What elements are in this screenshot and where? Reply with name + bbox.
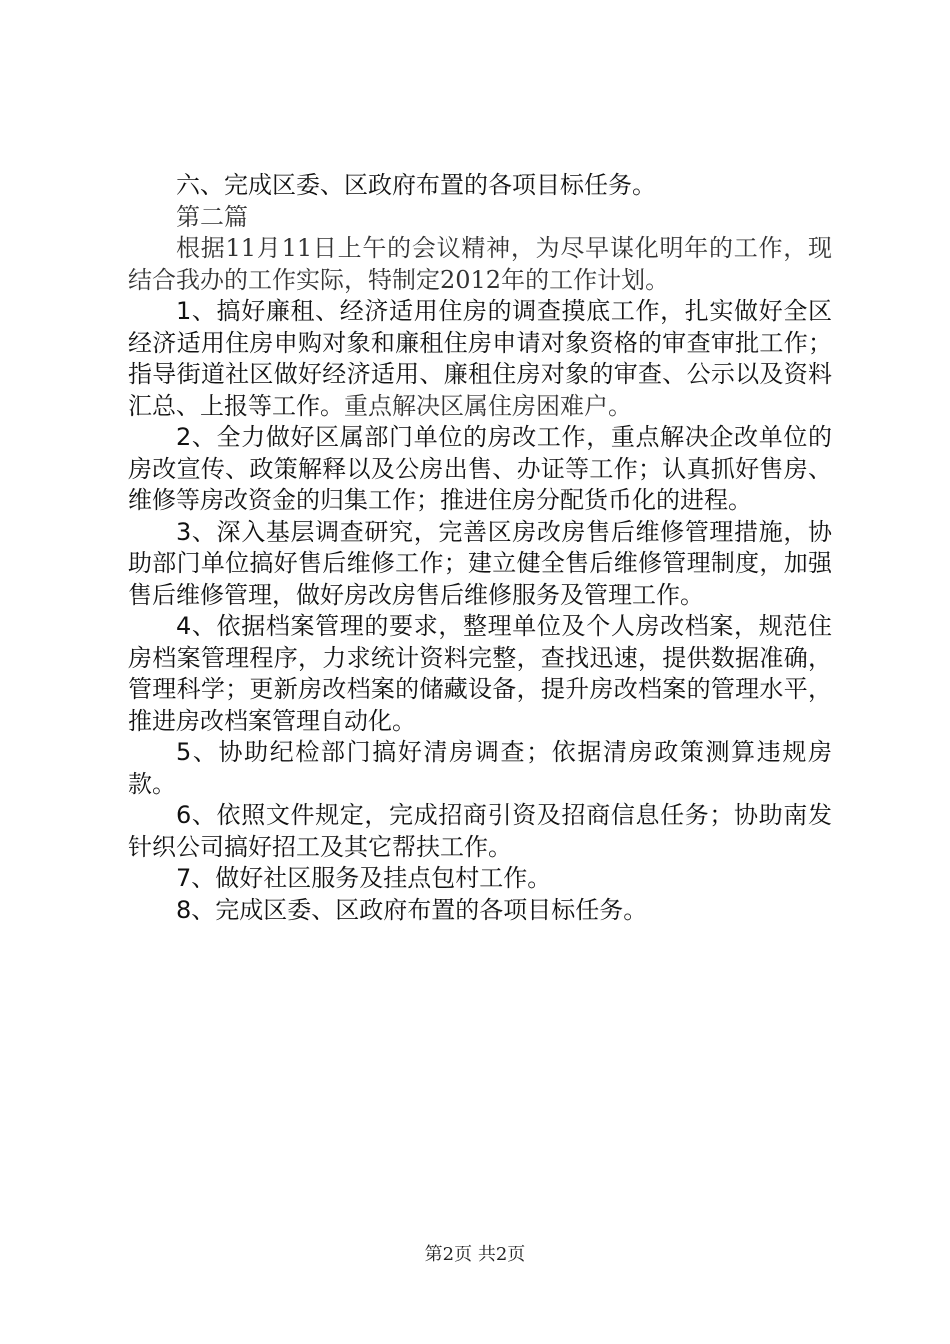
paragraph-item-7: 7、做好社区服务及挂点包村工作。	[176, 864, 552, 892]
paragraph-item-2: 2、全力做好区属部门单位的房改工作，重点解决企改单位的房改宣传、政策解释以及公房出售、办证等工作；认真抓好售房、维修等房改资金的归集工作；推进住房分配货币化的进程。	[128, 423, 832, 514]
paragraph-item-1-tail: 重点解决区属住房困难户。	[344, 391, 632, 420]
page-footer: 第2页 共2页	[424, 1244, 526, 1265]
paragraph-item-1	[128, 296, 832, 422]
paragraph-item-1-main: 1、搞好廉租、经济适用住房的调查摸底工作，扎实做好全区经济适用住房申购对象和廉租住房申请对象资格的审查审批工作；指导街道社区做好经济适用、廉租住房对象的审查、公示以及资料汇总、上报等工作。	[128, 297, 832, 420]
paragraph-item-8: 8、完成区委、区政府布置的各项目标任务。	[176, 895, 648, 924]
paragraph-task-six: 六、完成区委、区政府布置的各项目标任务。	[176, 171, 656, 199]
document-body	[128, 170, 832, 926]
paragraph-item-5: 5、协助纪检部门搞好清房调查；依据清房政策测算违规房款。	[128, 738, 832, 798]
paragraph-item-6: 6、依照文件规定，完成招商引资及招商信息任务；协助南发针织公司搞好招工及其它帮扶工作。	[128, 801, 832, 861]
paragraph-item-3: 3、深入基层调查研究，完善区房改房售后维修管理措施，协助部门单位搞好售后维修工作；建立健全售后维修管理制度，加强售后维修管理，做好房改房售后维修服务及管理工作。	[128, 517, 832, 609]
paragraph-item-4: 4、依据档案管理的要求，整理单位及个人房改档案，规范住房档案管理程序，力求统计资料完整，查找迅速，提供数据准确，管理科学；更新房改档案的储藏设备，提升房改档案的管理水平，推进房改档案管理自动化。	[128, 612, 832, 735]
paragraph-intro: 根据11月11日上午的会议精神，为尽早谋化明年的工作，现结合我办的工作实际，特制定2012年的工作计划。	[128, 234, 832, 294]
section-heading: 第二篇	[176, 202, 248, 231]
